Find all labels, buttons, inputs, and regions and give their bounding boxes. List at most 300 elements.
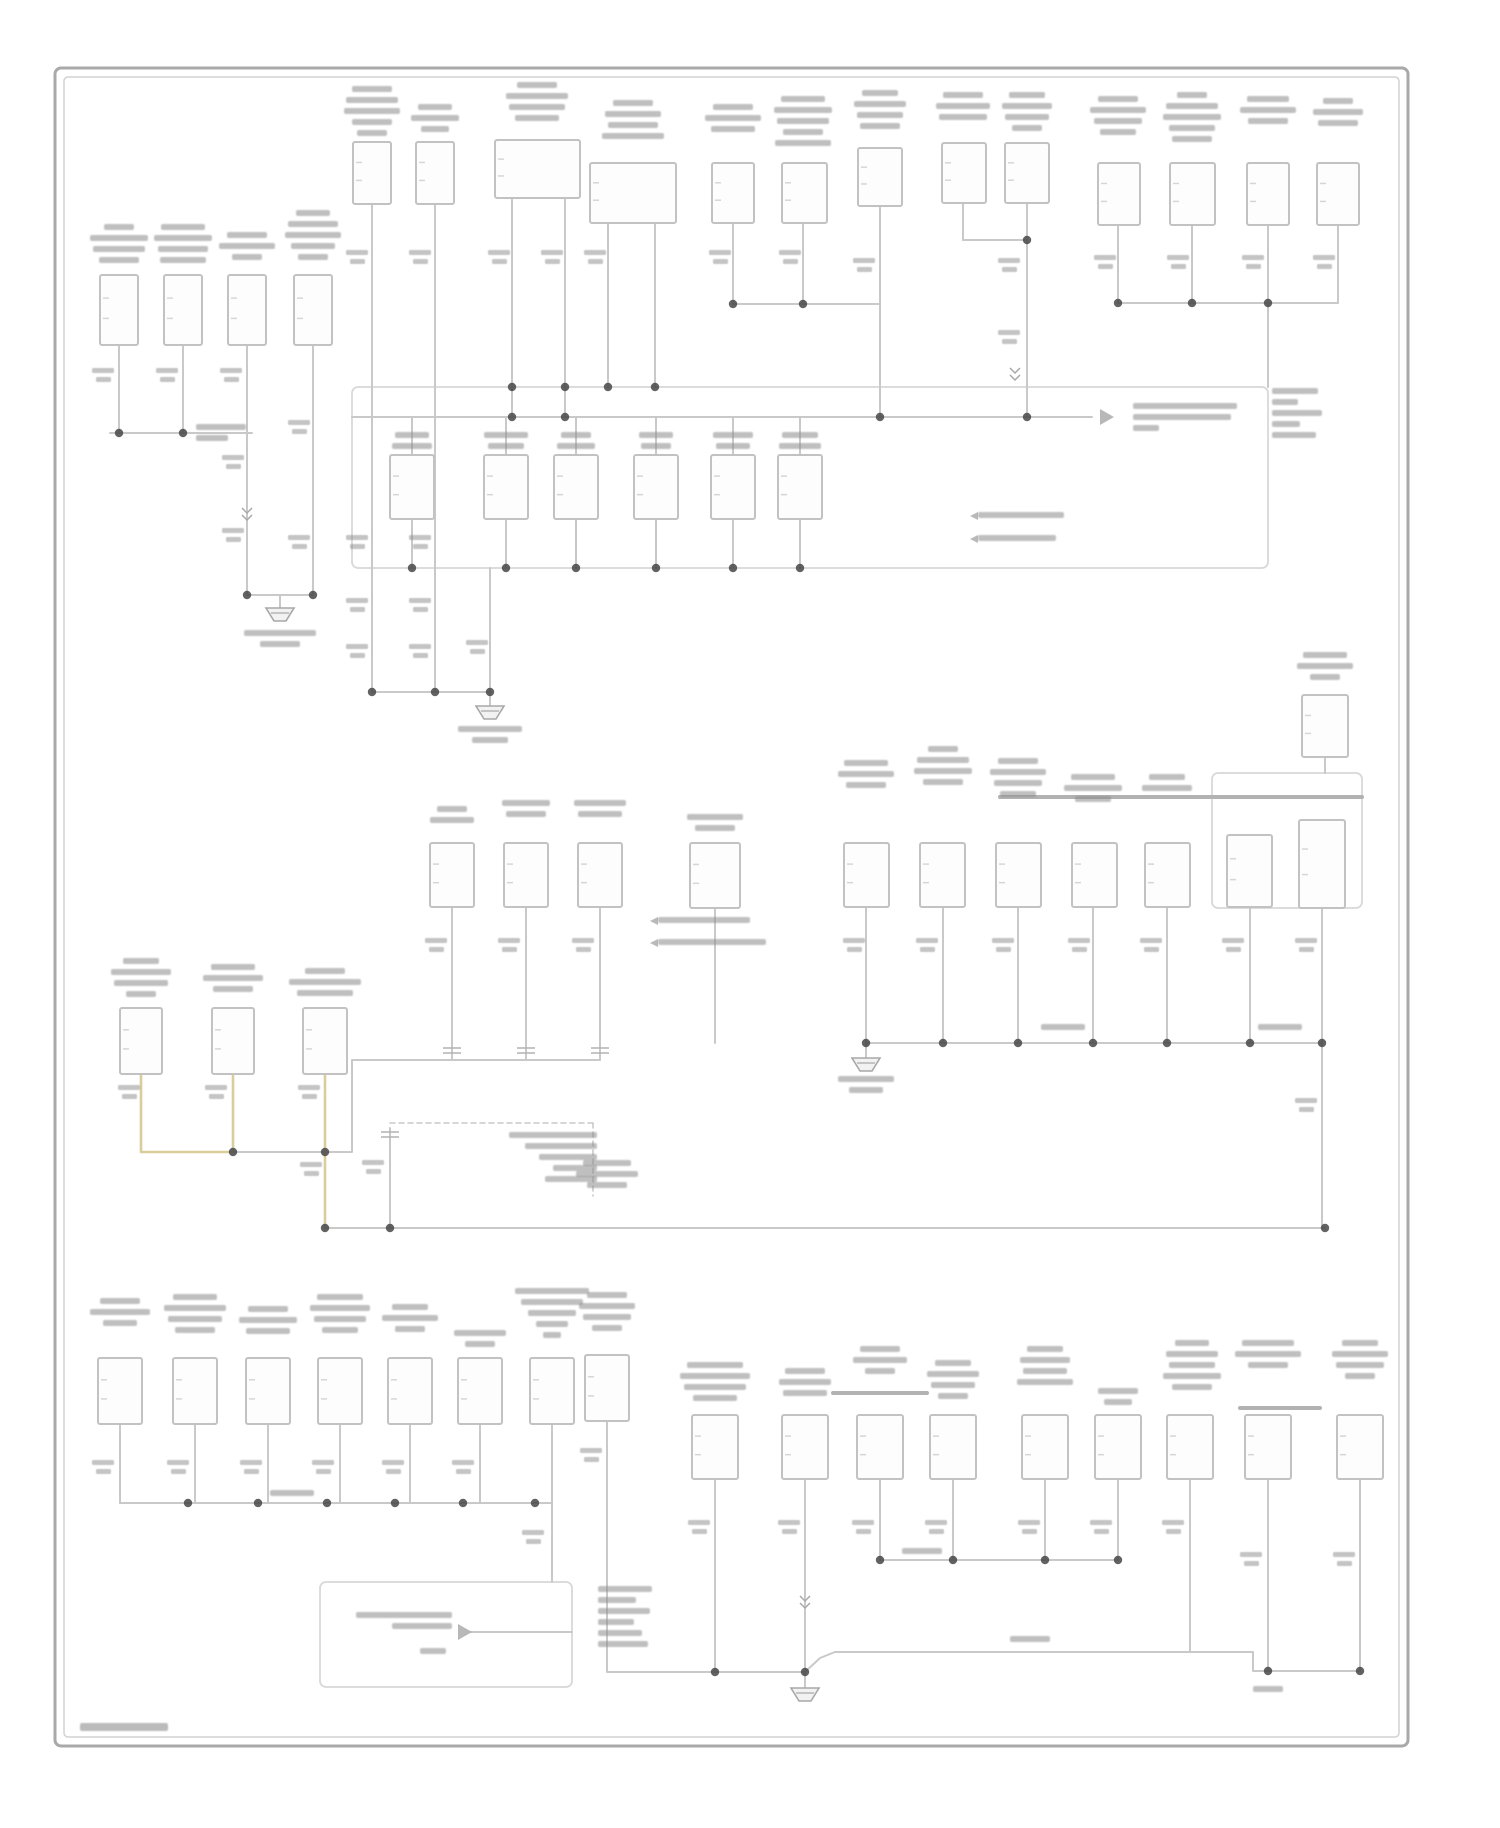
wire-code-label [522,1530,544,1544]
component-box-outline [430,843,474,907]
junction-dot [508,413,516,421]
label-line [1133,403,1237,409]
label-line [578,811,622,817]
component-box-outline [554,455,598,519]
wire-code-label [688,1520,710,1534]
label-line [472,737,508,743]
component-box [554,455,598,519]
label-line [608,122,658,128]
label-line [1247,96,1289,102]
wire-code-line [409,644,431,649]
wire-code-label [1068,938,1090,952]
label-line [1023,1368,1067,1374]
component-box [690,843,740,908]
label-block [658,917,750,923]
wire-code-line [1333,1552,1355,1557]
label-block [990,758,1046,797]
wire-code-line [783,259,798,264]
component-box [930,1415,976,1479]
wire-code-label [1140,938,1162,952]
component-box [1302,695,1348,757]
label-line [100,1298,140,1304]
label-line [639,432,673,438]
wire-code-line [222,528,244,533]
junction-dot [561,413,569,421]
label-line [175,1327,215,1333]
wire-code-line [350,259,365,264]
wire-code-line [96,1469,111,1474]
label-line [605,111,661,117]
label-line [515,1288,589,1294]
label-line [1332,1351,1388,1357]
component-box-outline [173,1358,217,1424]
label-block [1002,92,1052,131]
component-box [692,1415,738,1479]
label-line [917,757,969,763]
wire-code-line [847,947,862,952]
label-line [854,101,906,107]
label-line [111,969,171,975]
label-line [244,630,316,636]
wire-code-label [118,1085,140,1099]
label-line [521,1299,583,1305]
wire-code-line [920,947,935,952]
label-line [1094,118,1142,124]
label-block [430,806,474,823]
ground-symbol-icon [852,1058,880,1071]
label-line [598,1608,650,1614]
label-line [1342,1340,1378,1346]
label-block [239,1306,297,1334]
junction-dot [572,564,580,572]
wire-code-label [346,598,368,612]
wire-code-line [350,544,365,549]
label-block [310,1294,370,1333]
component-box-outline [1005,143,1049,203]
label-line [782,432,818,438]
label-line [936,103,990,109]
label-line [502,800,550,806]
component-box-outline [98,1358,142,1424]
label-line [1133,414,1231,420]
label-line [928,746,958,752]
junction-dot [1188,299,1196,307]
module-outline [320,1582,572,1687]
label-line [684,1384,746,1390]
label-line [783,129,823,135]
label-line [862,90,898,96]
label-line [1172,136,1212,142]
junction-dot [459,1499,467,1507]
label-line [158,246,208,252]
label-block [1235,1340,1301,1368]
component-box-outline [1245,1415,1291,1479]
label-block [458,726,522,743]
label-line [1303,652,1347,658]
wire-code-line [782,1529,797,1534]
wire-code-line [492,259,507,264]
wire-code-line [1295,938,1317,943]
component-box [504,843,548,907]
label-line [1272,388,1318,394]
label-block [506,82,568,121]
wire-code-line [1072,947,1087,952]
component-box-outline [690,843,740,908]
component-box [173,1358,217,1424]
wire-code-line [292,429,307,434]
component-box-outline [712,163,754,223]
label-line [931,1382,975,1388]
label-line [1041,1024,1085,1030]
wire-code-line [498,938,520,943]
label-block [154,224,212,263]
label-block [1142,774,1192,791]
component-box [1245,1415,1291,1479]
wire-code-line [692,1529,707,1534]
label-block [1332,1340,1388,1379]
component-box [484,455,528,519]
label-block [1313,98,1363,126]
label-line [1133,425,1159,431]
label-line [587,1292,627,1298]
wire-code-line [346,535,368,540]
component-box [1317,163,1359,225]
wire-code-label [156,368,178,382]
label-block [838,760,894,788]
label-line [291,243,335,249]
label-line [1318,120,1358,126]
label-line [418,104,452,110]
wire-code-line [1317,264,1332,269]
component-box [228,275,266,345]
label-line [314,1316,366,1322]
label-line [356,1612,452,1618]
label-block [1010,1636,1050,1642]
component-box-outline [857,1415,903,1479]
component-box-outline [711,455,755,519]
label-line [1272,399,1298,405]
wire-code-line [576,947,591,952]
label-line [392,1304,428,1310]
wire-code-line [300,1162,322,1167]
junction-dot [862,1039,870,1047]
wire-code-line [1002,267,1017,272]
wire-code-line [688,1520,710,1525]
label-line [598,1586,652,1592]
label-block [515,1288,589,1338]
component-box [1095,1415,1141,1479]
wire-code-line [1098,264,1113,269]
label-line [289,979,361,985]
junction-dot [561,383,569,391]
junction-dot [1264,299,1272,307]
label-block [244,630,316,647]
wire-code-label [852,1520,874,1534]
wire-code-label [92,1460,114,1474]
component-box-outline [1072,843,1117,907]
label-line [246,1328,290,1334]
label-line [1075,796,1111,802]
wire-code-line [346,644,368,649]
junction-dot [801,1668,809,1676]
label-line [154,235,212,241]
splice-chevron-icon [1010,368,1020,380]
note-arrow-icon [970,512,978,520]
wire-code-label [409,598,431,612]
wire-code-line [167,1460,189,1465]
wire-code-label [362,1160,384,1174]
label-line [352,86,392,92]
junction-dot [115,429,123,437]
ground-symbol-icon [476,706,504,719]
label-line [392,1623,452,1629]
label-line [114,980,168,986]
wire-code-line [298,1085,320,1090]
component-box [712,163,754,223]
label-line [1098,96,1138,102]
wire-code-label [992,938,1014,952]
ground-funnel [852,1058,880,1071]
label-line [509,104,565,110]
wire-code-line [350,653,365,658]
wire-code-line [1295,1098,1317,1103]
label-line [1240,107,1296,113]
label-block [978,535,1056,541]
label-line [783,1390,827,1396]
wire-code-line [466,640,488,645]
wire-code-line [857,267,872,272]
label-line [1142,785,1192,791]
label-line [90,235,148,241]
label-block [502,800,550,817]
label-line [160,257,206,263]
label-line [239,1317,297,1323]
component-box-outline [634,455,678,519]
note-arrow-icon [650,917,658,925]
label-line [994,780,1042,786]
wire-code-line [1144,947,1159,952]
label-block [382,1304,438,1332]
label-line [196,435,228,441]
label-block [602,100,664,139]
wire-code-line [224,377,239,382]
label-line [1163,1373,1221,1379]
wire-code-line [1242,255,1264,260]
label-block [779,1368,831,1396]
component-box [778,455,822,519]
label-line [1253,1686,1283,1692]
label-line [506,93,568,99]
label-block [705,104,761,132]
component-box [1337,1415,1383,1479]
label-block [356,1612,452,1629]
component-box-outline [120,1008,162,1074]
wire-code-line [1226,947,1241,952]
label-line [346,97,398,103]
label-line [583,1160,631,1166]
label-block [574,800,626,817]
wire-code-line [1090,1520,1112,1525]
junction-dot [502,564,510,572]
wire-code-label [312,1460,334,1474]
label-line [297,990,353,996]
component-box-outline [996,843,1041,907]
component-box [844,843,889,907]
wire-code-label [1295,938,1317,952]
label-line [865,1368,895,1374]
label-block [90,224,148,263]
component-box-outline [585,1355,629,1421]
label-line [1323,98,1353,104]
component-box [1022,1415,1068,1479]
junction-dot [1023,236,1031,244]
component-box-outline [388,1358,432,1424]
label-block [854,90,906,129]
wire-code-line [304,1171,319,1176]
component-box-outline [212,1008,254,1074]
wire-code-line [316,1469,331,1474]
component-box [120,1008,162,1074]
label-line [713,104,753,110]
wire-code-line [240,1460,262,1465]
label-line [785,1368,825,1374]
wire-code-line [205,1085,227,1090]
wire-code-label [580,1448,602,1462]
component-box [1072,843,1117,907]
label-line [357,130,387,136]
label-block [576,1160,638,1188]
label-block [1098,1388,1138,1405]
wire-code-line [312,1460,334,1465]
label-line [1336,1362,1384,1368]
wire-code-label [853,258,875,272]
wire-code-line [413,259,428,264]
label-line [1258,1024,1302,1030]
wire-code-line [413,544,428,549]
label-line [641,443,671,449]
component-box [390,455,434,519]
component-box [1247,163,1289,225]
component-box-outline [930,1415,976,1479]
label-block [454,1330,506,1347]
junction-dot [309,591,317,599]
wire-code-label [222,455,244,469]
junction-dot [876,413,884,421]
label-line [576,1171,638,1177]
label-line [779,1379,831,1385]
label-block [289,968,361,996]
label-line [1235,1351,1301,1357]
wire-code-line [92,1460,114,1465]
label-line [1027,1346,1063,1352]
component-box-outline [100,275,138,345]
junction-dot [1014,1039,1022,1047]
component-box [920,843,965,907]
label-block [1090,96,1146,135]
wire-code-label [167,1460,189,1474]
wire-code-label [1295,1098,1317,1112]
component-box [98,1358,142,1424]
ground-funnel [476,706,504,719]
junction-dot [1089,1039,1097,1047]
label-line [1098,1388,1138,1394]
component-box-outline [1247,163,1289,225]
wire-code-label [452,1460,474,1474]
label-line [203,975,263,981]
label-line [126,991,156,997]
component-box [782,163,827,223]
component-box [495,140,580,198]
label-line [1005,114,1049,120]
component-box-outline [692,1415,738,1479]
component-box-outline [504,843,548,907]
wire-code-line [1167,255,1189,260]
label-line [695,825,735,831]
label-line [687,814,743,820]
wire-code-line [244,1469,259,1474]
label-line [1100,129,1136,135]
label-line [411,115,459,121]
wire-code-label [298,1085,320,1099]
label-block [1253,1686,1283,1692]
component-box-outline [353,142,391,204]
component-box [303,1008,347,1074]
component-box-outline [1227,835,1272,907]
wire-code-label [1333,1552,1355,1566]
wire-code-label [288,420,310,434]
ground-funnel [791,1688,819,1701]
junction-dot [939,1039,947,1047]
wire-code-label [240,1460,262,1474]
wire-code-label [409,250,431,264]
label-line [104,224,134,230]
label-line [322,1327,358,1333]
wire-code-label [779,250,801,264]
label-line [488,443,524,449]
label-line [219,243,275,249]
wire-code-label [346,644,368,658]
label-line [1310,674,1340,680]
wire-code-line [1171,264,1186,269]
label-line [1345,1373,1375,1379]
label-line [598,1630,642,1636]
label-block [838,1076,894,1093]
label-block [579,1292,635,1331]
wire-code-label [1222,938,1244,952]
wire-code-line [916,938,938,943]
component-box-outline [920,843,965,907]
label-block [1163,92,1221,142]
label-line [938,1393,968,1399]
wire-code-line [588,259,603,264]
wire-code-line [1166,1529,1181,1534]
junction-dot [1114,299,1122,307]
junction-dot [386,1224,394,1232]
junction-dot [184,1499,192,1507]
label-line [774,107,832,113]
label-line [1272,410,1322,416]
component-box-outline [578,843,622,907]
label-line [395,1326,425,1332]
label-line [902,1548,942,1554]
component-box-outline [1302,695,1348,757]
label-line [90,1309,150,1315]
label-line [716,443,750,449]
label-line [305,968,345,974]
label-block [1258,1024,1302,1030]
label-line [693,1395,737,1401]
component-box-outline [1167,1415,1213,1479]
